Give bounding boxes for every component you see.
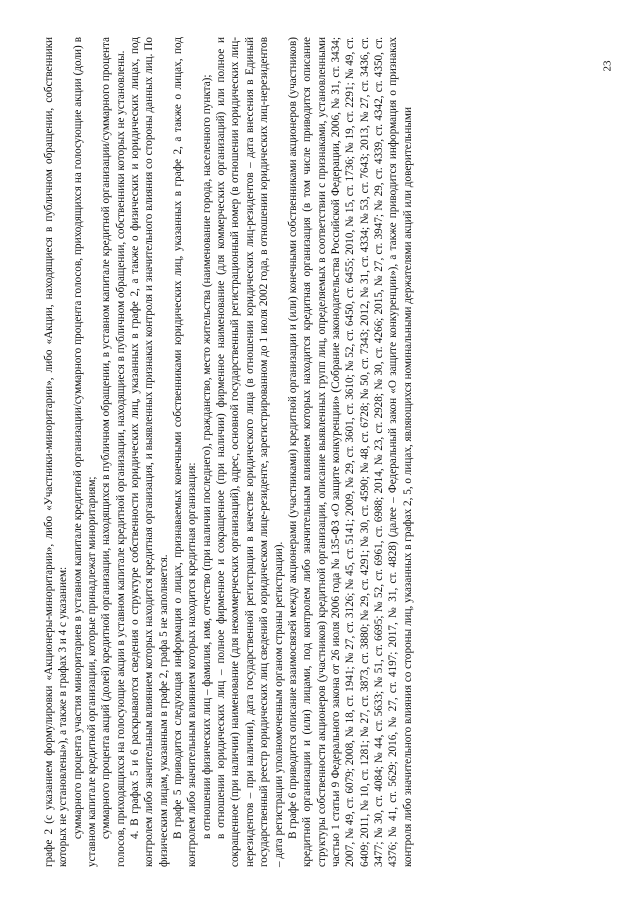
paragraph: В графе 5 приводится следующая информация о лицах, признаваемых конечными собственниками юридических лиц, указанных в графе 2, а также о лицах, под контролем либо значительным влиянием которых находится кредитная организация:	[172, 37, 199, 867]
paragraph: 4. В графах 5 и 6 раскрываются сведения о структуре собственности юридических лиц, указанных в графе 2, а также о физических и юридических лицах, под контролем либо значительным влиянием которых находится кредитная организация, и выявленных признаках контроля и значительного влияния со стороны данных лиц. По физическим лицам, указанным в графе 2, графа 5 не заполняется.	[129, 37, 170, 867]
paragraph: в отношении юридических лиц – полное фирменное и сокращенное (при наличии) фирменное наименование (для коммерческих организаций) или полное и сокращенное (при наличии) наименование (для некоммерческих организаций), адрес, основной государственный регистрационный номер (в отношении юридических лиц-нерезидентов – при наличии), дата государственной регистрации в качестве юридического лица (в отношении юридических лиц-резидентов – дата внесения в Единый государственный реестр юридических лиц сведений о юридическом лице-резиденте, зарегистрированном до 1 июля 2002 года, в отношении юридических лиц-нерезидентов – дата регистрации уполномоченным органом страны регистрации).	[215, 37, 285, 867]
paragraph: графе 2 (с указанием формулировки «Акционеры-миноритарии», либо «Участники-миноритарии», либо «Акции, находящиеся в публичном обращении, собственники которых не установлены»), а также в графах 3 и 4 с указанием:	[43, 37, 70, 867]
paragraph: В графе 6 приводится описание взаимосвязей между акционерами (участниками) кредитной организации и (или) конечными собственниками акционеров (участников) кредитной организации и (или) лицами, под контролем либо значительным влиянием которых находится кредитная организация (в том числе приводится описание структуры собственности акционеров (участников) кредитной организации, описание выявленных групп лиц, определяемых в соответствии с признаками, установленными частью 1 статьи 9 Федерального закона от 26 июля 2006 года № 135-ФЗ «О защите конкуренции» (Собрание законодательства Российской Федерации, 2006, № 31, ст. 3434; 2007, № 49, ст. 6079; 2008, № 18, ст. 1941; № 27, ст. 3126; № 45, ст. 5141; 2009, № 29, ст. 3601, ст. 3610; № 52, ст. 6450, ст. 6455; 2010, № 15, ст. 1736; № 19, ст. 2291; № 49, ст. 6409; 2011, № 10, ст. 1281; № 27, ст. 3873, ст. 3880; № 29, ст. 4291; № 30, ст. 4590; № 48, ст. 6728; № 50, ст. 7343; 2012, № 31, ст. 4334; № 53, ст. 7643; 2013, № 27, ст. 3436, ст. 3477; № 30, ст. 4084; № 44, ст. 5633; № 51, ст. 6695; № 52, ст. 6961, ст. 6988; 2014, № 23, ст. 2928; № 30, ст. 4266; 2015, № 27, ст. 3947; № 29, ст. 4339, ст. 4342, ст. 4350, ст. 4376; № 41, ст. 5629; 2016, № 27, ст. 4197; 2017, № 31, ст. 4828) (далее – Федеральный закон «О защите конкуренции»), а также приводится информация о признаках контроля либо значительного влияния со стороны лиц, указанных в графах 2, 5, о лицах, являющихся номинальными держателями акций или доверительными	[286, 37, 414, 867]
paragraph: суммарного процента акций (долей) кредитной организации, находящихся в публичном обращении, в уставном капитале кредитной организации/суммарного процента голосов, приходящихся на голосующие акции в уставном капитале кредитной организации, находящиеся в публичном обращении, собственники которых не установлены.	[100, 37, 127, 867]
paragraph: в отношении физических лиц – фамилия, имя, отчество (при наличии последнего), гражданство, место жительства (наименование города, населенного пункта);	[200, 74, 213, 839]
document-body	[42, 37, 598, 867]
page-number: 23	[601, 60, 614, 72]
paragraph: суммарного процента участия миноритариев в уставном капитале кредитной организации/суммарного процента голосов, приходящихся на голосующие акции (доли) в уставном капитале кредитной организации, которые принадлежат миноритариям;	[71, 37, 99, 867]
